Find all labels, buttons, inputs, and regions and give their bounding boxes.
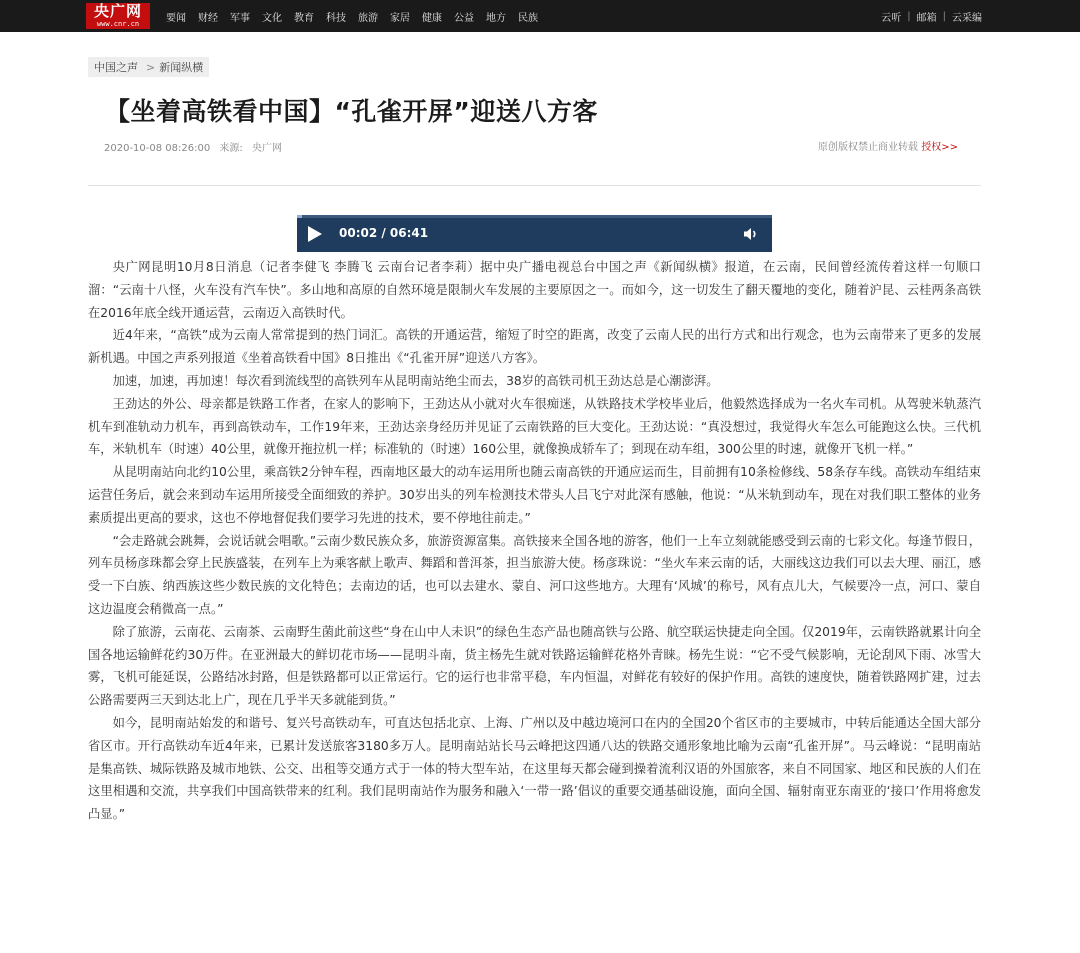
audio-progress-fill: [297, 215, 302, 218]
volume-icon[interactable]: [743, 226, 759, 242]
logo-sub-text: www.cnr.cn: [96, 20, 140, 28]
breadcrumb-item-news-column[interactable]: 新闻纵横: [159, 61, 204, 74]
link-mail[interactable]: 邮箱: [916, 12, 937, 24]
breadcrumb-separator: >: [146, 60, 156, 74]
nav-item-home[interactable]: 家居: [390, 12, 410, 24]
site-logo[interactable]: [86, 3, 150, 29]
play-icon[interactable]: [307, 225, 323, 243]
article-paragraph: 加速，加速，再加速！每次看到流线型的高铁列车从昆明南站绝尘而去，38岁的高铁司机王劲达总是心潮澎湃。: [112, 373, 719, 388]
article-paragraph: 近4年来，“高铁”成为云南人常常提到的热门词汇。高铁的开通运营，缩短了时空的距离，改变了云南人民的出行方式和出行观念，也为云南带来了更多的发展新机遇。中国之声系列报道《坐着高铁看中国》8日推出《“孔雀开屏”迎送八方客》。: [88, 328, 981, 366]
nav-item-tech[interactable]: 科技: [326, 12, 346, 24]
authorize-link[interactable]: 授权>>: [921, 142, 958, 153]
article-paragraph: “会走路就会跳舞，会说话就会唱歌。”云南少数民族众多，旅游资源富集。高铁接来全国各地的游客，他们一上车立刻就能感受到云南的七彩文化。每逢节假日，列车员杨彦珠都会穿上民族盛装，在列车上为乘客献上歌声、舞蹈和普洱茶，担当旅游大使。杨彦珠说：“坐火车来云南的话，大丽线这边我们可以去大理、丽江，感受一下白族、纳西族这些少数民族的文化特色；去南边的话，也可以去建水、蒙自、河口这些地方。大理有‘风城’的称号，风有点儿大，气候要冷一点，河口、蒙自这边温度会稍微高一点。”: [88, 533, 981, 616]
nav-item-ethnic[interactable]: 民族: [518, 12, 538, 24]
audio-time-display: 00:02 / 06:41: [339, 226, 429, 240]
nav-item-local[interactable]: 地方: [486, 12, 506, 24]
audio-progress-bar[interactable]: [297, 215, 772, 218]
nav-item-health[interactable]: 健康: [422, 12, 442, 24]
article-body: [88, 256, 981, 826]
top-nav-bar: [0, 0, 1080, 32]
nav-item-military[interactable]: 军事: [230, 12, 250, 24]
nav-item-finance[interactable]: 财经: [198, 12, 218, 24]
separator: |: [942, 10, 946, 22]
logo-main-text: 央广网: [93, 2, 142, 20]
source-label: 来源:: [219, 143, 243, 154]
article-paragraph: 央广网昆明10月8日消息（记者李健飞 李腾飞 云南台记者李莉）据中央广播电视总台中国之声《新闻纵横》报道，在云南，民间曾经流传着这样一句顺口溜：“云南十八怪，火车没有汽车快”。多山地和高原的自然环境是限制火车发展的主要原因之一。而如今，这一切发生了翻天覆地的变化，随着沪昆、云桂两条高铁在2016年底全线开通运营，云南迈入高铁时代。: [88, 260, 981, 320]
article-title: 【坐着高铁看中国】“孔雀开屏”迎送八方客: [105, 97, 598, 126]
audio-player: [297, 215, 772, 252]
nav-item-travel[interactable]: 旅游: [358, 12, 378, 24]
copyright-text: 原创版权禁止商业转载: [818, 142, 919, 153]
breadcrumb-item-voice-of-china[interactable]: 中国之声: [94, 61, 138, 74]
nav-item-charity[interactable]: 公益: [454, 12, 474, 24]
link-yunting[interactable]: 云听: [881, 12, 902, 24]
separator: |: [907, 10, 911, 22]
copyright-notice: [818, 138, 958, 153]
nav-item-education[interactable]: 教育: [294, 12, 314, 24]
main-nav: [166, 0, 550, 32]
link-yuncaibian[interactable]: 云采编: [952, 12, 982, 24]
publish-date: 2020-10-08 08:26:00: [104, 143, 211, 154]
article-paragraph: 王劲达的外公、母亲都是铁路工作者，在家人的影响下，王劲达从小就对火车很痴迷，从铁路技术学校毕业后，他毅然选择成为一名火车司机。从驾驶米轨蒸汽机车到准轨动力机车，再到高铁动车，工作19年来，王劲达亲身经历并见证了云南铁路的巨大变化。王劲达说：“真没想过，我觉得火车怎么可能跑这么快。三代机车，米轨机车（时速）40公里，就像开拖拉机一样；标准轨的（时速）160公里，就像换成轿车了；到现在动车组，300公里的时速，就像开飞机一样。”: [88, 396, 981, 457]
article-meta: [104, 139, 288, 154]
article-paragraph: 如今，昆明南站始发的和谐号、复兴号高铁动车，可直达包括北京、上海、广州以及中越边境河口在内的全国20个省区市的主要城市，中转后能通达全国大部分省区市。开行高铁动车近4年来，已累计发送旅客3180多万人。昆明南站站长马云峰把这四通八达的铁路交通形象地比喻为云南“孔雀开屏”。马云峰说：“昆明南站是集高铁、城际铁路及城市地铁、公交、出租等交通方式于一体的特大型车站，在这里每天都会碰到操着流利汉语的外国旅客，来自不同国家、地区和民族的人们在这里相遇和交流，共享我们中国高铁带来的红利。我们昆明南站作为服务和融入‘一带一路’倡议的重要交通基础设施，面向全国、辐射南亚东南亚的‘接口’作用将愈发凸显。”: [88, 715, 981, 822]
top-right-links: [881, 0, 982, 32]
header-divider: [88, 185, 981, 186]
nav-item-news[interactable]: 要闻: [166, 12, 186, 24]
article-paragraph: 从昆明南站向北约10公里，乘高铁2分钟车程，西南地区最大的动车运用所也随云南高铁的开通应运而生，目前拥有10条检修线、58条存车线。高铁动车组结束运营任务后，就会来到动车运用所接受全面细致的养护。30岁出头的列车检测技术带头人吕飞宁对此深有感触，他说：“从米轨到动车，现在对我们职工整体的业务素质提出更高的要求，这也不停地督促我们要学习先进的技术，要不停地往前走。”: [88, 465, 981, 525]
source-name: 央广网: [251, 143, 282, 154]
nav-item-culture[interactable]: 文化: [262, 12, 282, 24]
article-paragraph: 除了旅游，云南花、云南茶、云南野生菌此前这些“身在山中人未识”的绿色生态产品也随高铁与公路、航空联运快捷走向全国。仅2019年，云南铁路就累计向全国各地运输鲜花约30万件。在亚洲最大的鲜切花市场——昆明斗南，货主杨先生就对铁路运输鲜花格外青睐。杨先生说：“它不受气候影响，无论刮风下雨、冰雪大雾，飞机可能延误，公路结冰封路，但是铁路都可以正常运行。它的运行也非常平稳，车内恒温，对鲜花有较好的保护作用。高铁的速度快，随着铁路网扩建，过去公路需要两三天到达北上广，现在几乎半天多就能到货。”: [88, 624, 981, 708]
breadcrumb: [88, 57, 209, 77]
